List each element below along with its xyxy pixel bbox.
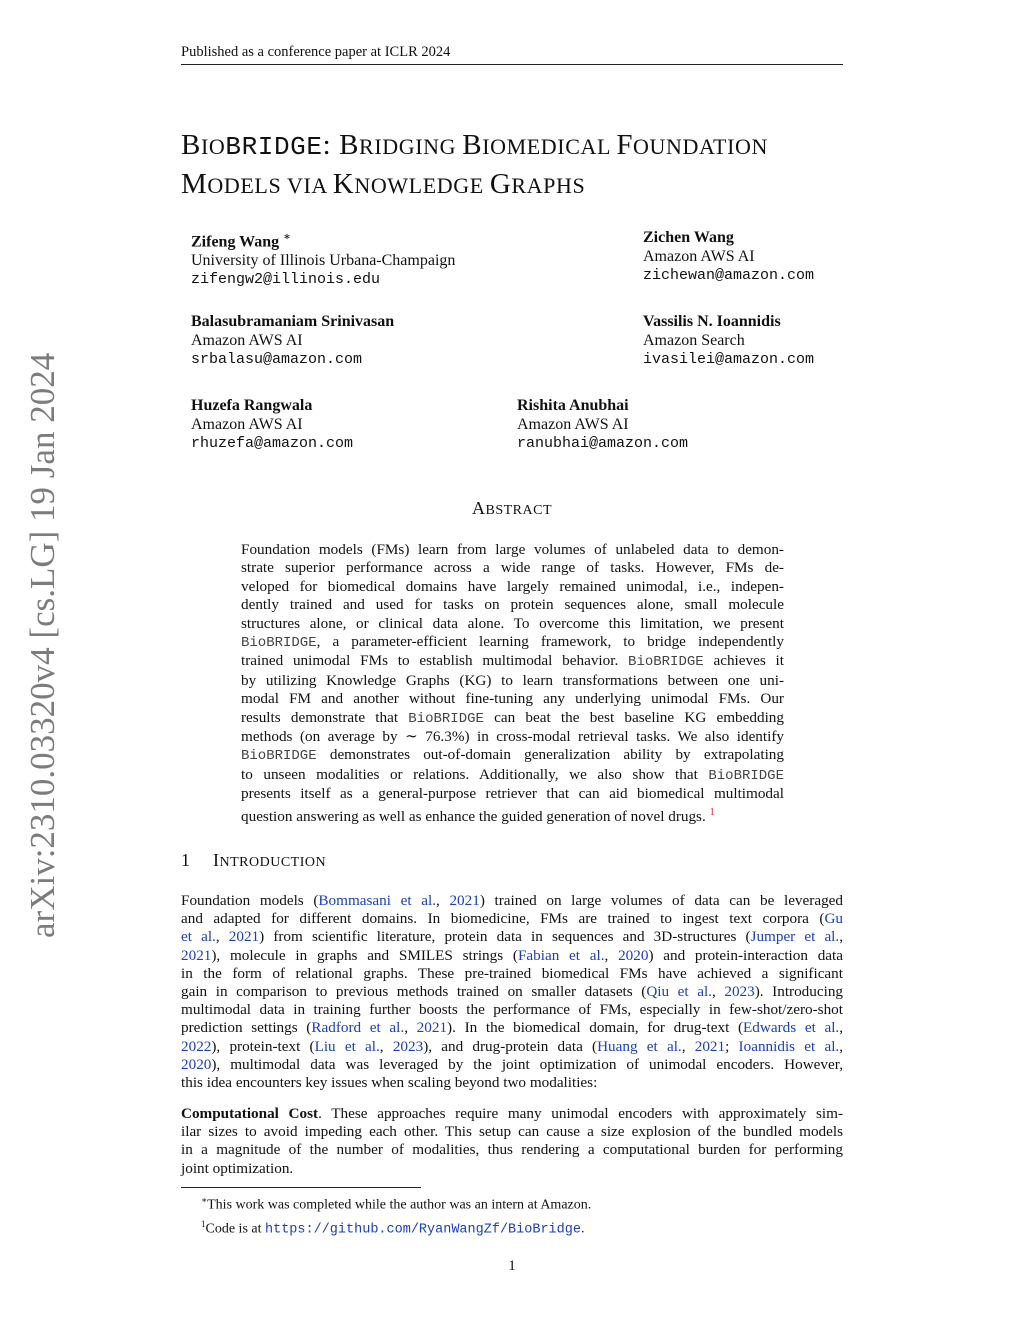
text-run: , [839, 928, 843, 946]
text-line [241, 672, 784, 690]
text-run: joint optimization. [181, 1159, 294, 1177]
title-run: RIDGING [359, 134, 463, 159]
text-line [241, 766, 784, 785]
author-affiliation: University of Illinois Urbana-Champaign [191, 252, 456, 270]
text-run: by utilizing Knowledge Graphs (KG) to learn transformations between one uni- [241, 671, 784, 689]
text-run: , [681, 1037, 695, 1055]
text-run: veloped for biomedical domains have largely remained unimodal, i.e., indepen- [241, 577, 784, 595]
footnote-ref[interactable]: 1 [709, 806, 715, 818]
method-name: BioBRIDGE [408, 710, 484, 727]
text-line [241, 652, 784, 671]
text-line [181, 910, 843, 928]
text-run: demonstrates out-of-domain generalization ability by extrapolating [316, 746, 784, 764]
author-email[interactable]: srbalasu@amazon.com [191, 351, 363, 368]
author-name: Zifeng Wang [191, 233, 280, 251]
author-block [191, 228, 455, 289]
text-line [181, 947, 843, 965]
text-run: ) from scientific literature, protein data in sequences and 3D-structures ( [259, 928, 751, 946]
citation-link[interactable]: 2021 [416, 1019, 448, 1037]
text-run: Foundation models ( [181, 892, 319, 909]
running-header: Published as a conference paper at ICLR 2024 [181, 44, 451, 60]
author-affiliation: Amazon Search [643, 332, 745, 349]
title-run: IOMEDICAL [482, 134, 617, 159]
text-line [181, 1123, 843, 1141]
title-run: : B [322, 129, 360, 161]
text-line [241, 541, 784, 559]
author-email[interactable]: zichewan@amazon.com [643, 267, 815, 284]
citation-link[interactable]: Edwards et al. [743, 1019, 840, 1037]
author-affiliation: Amazon AWS AI [191, 416, 303, 433]
text-line [181, 928, 843, 946]
method-name: BioBRIDGE [241, 635, 317, 652]
text-line [241, 709, 784, 728]
footnotes [201, 1191, 591, 1239]
author-email[interactable]: zifengw2@illinois.edu [191, 271, 381, 289]
author-name: Vassilis N. Ioannidis [643, 313, 781, 330]
citation-link[interactable]: 2023 [724, 983, 755, 1001]
text-run: ), molecule in graphs and SMILES strings ( [211, 946, 518, 964]
header-rule [181, 64, 843, 65]
page-number: 1 [508, 1258, 516, 1274]
text-run: ), multimodal data was leveraged by the joint optimization of unimodal encoders. However, [211, 1055, 843, 1073]
text-run: in the form of relational graphs. These pre-trained biomedical FMs have achieved a significant [181, 964, 843, 982]
text-line [181, 1038, 843, 1056]
text-run: ). Introducing [754, 983, 844, 1001]
citation-link[interactable]: 2021 [694, 1037, 726, 1055]
citation-link[interactable]: Gu [824, 910, 843, 928]
title-line-2 [181, 167, 851, 206]
text-line [241, 804, 784, 826]
text-run: , [404, 1019, 417, 1037]
text-run: . These approaches require many unimodal encoders with approximately sim- [318, 1105, 843, 1122]
title-run: ODELS VIA [207, 173, 333, 198]
text-run: , [839, 1037, 844, 1055]
text-run: ) trained on large volumes of data can be leveraged [479, 892, 843, 909]
citation-link[interactable]: 2023 [392, 1037, 424, 1055]
arxiv-side-stamp: arXiv:2310.03320v4 [cs.LG] 19 Jan 2024 [23, 352, 62, 938]
text-run: , [436, 892, 450, 909]
text-line [181, 1001, 843, 1019]
text-line [241, 690, 784, 708]
text-line [241, 746, 784, 765]
author-footnote-mark: ∗ [283, 231, 291, 243]
abstract-body [241, 541, 784, 826]
text-line [241, 728, 784, 746]
citation-link[interactable]: 2021 [181, 946, 212, 964]
code-link[interactable]: https://github.com/RyanWangZf/BioBridge [265, 1222, 581, 1238]
text-line [181, 1056, 843, 1074]
title-line-1 [181, 128, 851, 167]
text-line [241, 578, 784, 596]
title-run: B [462, 129, 483, 161]
text-run: prediction settings ( [181, 1019, 312, 1037]
abstract-heading: ABSTRACT [471, 498, 552, 518]
text-run: , [379, 1037, 393, 1055]
citation-link[interactable]: 2022 [181, 1037, 212, 1055]
text-run: ). In the biomedical domain, for drug-text ( [447, 1019, 744, 1037]
text-run: presents itself as a general-purpose retriever that can aid biomedical multimodal [241, 785, 784, 803]
text-run: methods (on average by ∼ 76.3%) in cross-modal retrieval tasks. We also identify [241, 728, 784, 746]
citation-link[interactable]: et al. [181, 928, 216, 946]
text-run: , [604, 946, 619, 964]
text-run: achieves it [703, 652, 784, 670]
text-line [181, 983, 843, 1001]
text-line [241, 785, 784, 803]
title-run: K [332, 168, 355, 200]
citation-link[interactable]: Ioannidis et al. [738, 1037, 840, 1055]
text-run: this idea encounters key issues when scaling beyond two modalities: [181, 1074, 598, 1092]
author-block [643, 228, 814, 285]
citation-link[interactable]: Jumper et al. [750, 928, 840, 946]
text-run: gain in comparison to previous methods trained on smaller datasets ( [181, 983, 647, 1001]
method-name: BioBRIDGE [241, 748, 317, 765]
text-line [181, 1141, 843, 1159]
text-run: results demonstrate that [241, 708, 409, 726]
text-run: , [711, 983, 725, 1001]
intro-paragraph-2 [181, 1105, 843, 1178]
title-run: IO [200, 134, 226, 159]
text-line [241, 615, 784, 633]
text-line [181, 892, 843, 910]
footnote-2: $^1$Code is at https://github.com/RyanWangZf/BioBridge. [201, 1218, 585, 1238]
title-run: M [181, 168, 208, 200]
author-block [191, 396, 353, 453]
author-block [643, 312, 814, 369]
text-run: multimodal data in training further boosts the performance of FMs, especially in few-shot/zero-shot [181, 1001, 843, 1019]
author-email[interactable]: rhuzefa@amazon.com [191, 435, 354, 452]
text-line [241, 559, 784, 577]
text-run: ), and drug-protein data ( [423, 1037, 598, 1055]
citation-link[interactable]: Liu et al. [314, 1037, 380, 1055]
method-name: BioBRIDGE [628, 654, 704, 671]
text-run: in a magnitude of the number of modalities, thus rendering a computational burden for performing [181, 1141, 843, 1159]
citation-link[interactable]: 2021 [449, 892, 480, 909]
text-line [181, 965, 843, 983]
text-run: modal FM and another without fine-tuning any underlying unimodal FMs. Our [241, 690, 784, 708]
text-run: dently trained and used for tasks on protein sequences alone, small molecule [241, 596, 784, 614]
author-name: Balasubramaniam Srinivasan [191, 313, 395, 330]
title-run: F [616, 129, 634, 161]
author-email[interactable]: ranubhai@amazon.com [517, 435, 689, 452]
title-run: G [489, 168, 512, 200]
author-block [191, 312, 394, 369]
author-affiliation: Amazon AWS AI [191, 332, 303, 349]
text-run: strate superior performance across a wide range of tasks. However, FMs de- [241, 559, 784, 577]
citation-link[interactable]: 2020 [618, 946, 649, 964]
text-run: to unseen modalities or relations. Additionally, we also show that [241, 765, 709, 783]
citation-link[interactable]: Fabian et al. [517, 946, 605, 964]
intro-paragraph-1 [181, 892, 843, 1092]
title-run: OUNDATION [633, 134, 768, 159]
citation-link[interactable]: Qiu et al. [646, 983, 712, 1001]
author-affiliation: Amazon AWS AI [517, 416, 629, 433]
text-run: ilar sizes to avoid impeding each other. This setup can cause a size explosion of the bundled models [181, 1123, 843, 1141]
citation-link[interactable]: 2020 [181, 1055, 212, 1073]
text-run: , [215, 928, 229, 946]
author-block [517, 396, 688, 453]
text-run: Foundation models (FMs) learn from large volumes of unlabeled data to demon- [241, 541, 784, 558]
text-run: and adapted for different domains. In biomedicine, FMs are trained to ingest text corpora ( [181, 910, 825, 928]
text-run: , a parameter-efficient learning framework, to bridge independently [316, 633, 784, 651]
text-run: structures alone, or clinical data alone. To overcome this limitation, we present [241, 614, 784, 632]
text-run: ; [725, 1037, 739, 1055]
text-run: can beat the best baseline KG embedding [483, 708, 784, 726]
author-affiliation: Amazon AWS AI [643, 248, 755, 265]
text-line [241, 596, 784, 614]
section-heading-introduction: 1 INTRODUCTION [181, 850, 327, 870]
bold-run: Computational Cost [181, 1105, 319, 1122]
title-run: RAPHS [511, 173, 586, 198]
title-run: BRIDGE [225, 132, 323, 162]
text-run: trained unimodal FMs to establish multimodal behavior. [241, 652, 629, 670]
citation-link[interactable]: Huang et al. [597, 1037, 682, 1055]
text-line [241, 633, 784, 652]
text-run: ), protein-text ( [211, 1037, 315, 1055]
text-line [181, 1160, 843, 1178]
text-run: ) and protein-interaction data [648, 946, 843, 964]
title-run: NOWLEDGE [354, 173, 490, 198]
citation-link[interactable]: Bommasani et al. [318, 892, 436, 909]
method-name: BioBRIDGE [708, 767, 784, 784]
footnote-1: ∗This work was completed while the author was an intern at Amazon. [201, 1195, 592, 1213]
text-run: , [839, 1019, 844, 1037]
citation-link[interactable]: 2021 [228, 928, 260, 946]
title-run: B [181, 129, 201, 161]
author-name: Zichen Wang [643, 229, 734, 246]
author-email[interactable]: ivasilei@amazon.com [643, 351, 815, 368]
author-name: Rishita Anubhai [517, 397, 629, 414]
text-line [181, 1074, 843, 1092]
paper-title [181, 128, 851, 206]
footnote-rule [181, 1187, 421, 1188]
section-number: 1 [181, 850, 191, 870]
author-name: Huzefa Rangwala [191, 397, 313, 414]
text-line [181, 1019, 843, 1037]
text-run: question answering as well as enhance the guided generation of novel drugs. [241, 807, 710, 825]
citation-link[interactable]: Radford et al. [311, 1019, 405, 1037]
text-line [181, 1105, 843, 1123]
